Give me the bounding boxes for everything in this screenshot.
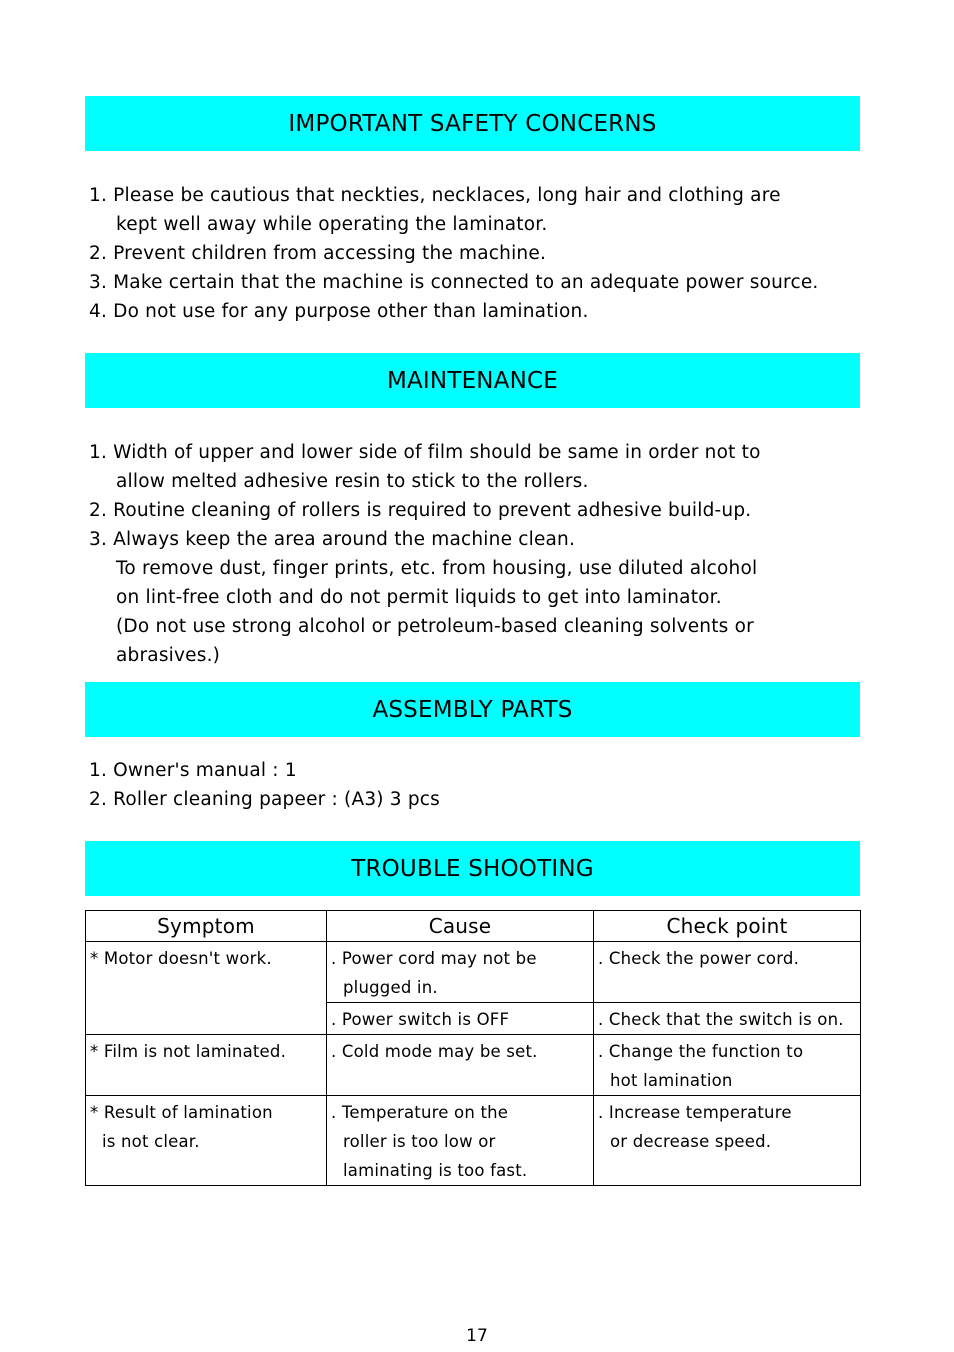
header-check-point: Check point [594,911,861,942]
check-cell: . Increase temperature or decrease speed. [594,1096,861,1186]
cause-cell: . Cold mode may be set. [327,1035,594,1096]
page-number: 17 [466,1326,488,1346]
list-item: 1. Width of upper and lower side of film should be same in order not to allow melted adhesive resin to stick to the rollers. [89,442,761,492]
list-item: 3. Always keep the area around the machine clean. To remove dust, finger prints, etc. from housing, use diluted alcohol on lint-free cloth and do not permit liquids to get into laminator. (Do not use strong alcohol or petroleum-based cleaning solvents or abrasives.) [89,529,758,666]
header-symptom: Symptom [86,911,327,942]
check-cell: . Check that the switch is on. [594,1003,861,1035]
table-header-row [86,911,861,942]
symptom-cell: * Result of lamination is not clear. [86,1096,327,1186]
trouble-table [85,910,861,1186]
list-item: 2. Prevent children from accessing the machine. [89,243,547,264]
check-cell: . Change the function to hot lamination [594,1035,861,1096]
assembly-heading: ASSEMBLY PARTS [85,682,860,737]
table-row [86,1035,861,1096]
list-item: 4. Do not use for any purpose other than lamination. [89,301,589,322]
cause-cell: . Temperature on the roller is too low or laminating is too fast. [327,1096,594,1186]
maintenance-list [89,438,761,670]
list-item: 2. Roller cleaning papeer : (A3) 3 pcs [89,789,440,810]
safety-list [89,181,818,326]
safety-heading: IMPORTANT SAFETY CONCERNS [85,96,860,151]
check-cell: . Check the power cord. [594,942,861,1003]
list-item: 1. Please be cautious that neckties, necklaces, long hair and clothing are kept well away while operating the laminator. [89,185,781,235]
list-item: 1. Owner's manual : 1 [89,760,297,781]
symptom-cell: * Motor doesn't work. [86,942,327,1035]
assembly-list [89,756,440,814]
maintenance-heading: MAINTENANCE [85,353,860,408]
table-row [86,1096,861,1186]
symptom-cell: * Film is not laminated. [86,1035,327,1096]
list-item: 2. Routine cleaning of rollers is required to prevent adhesive build-up. [89,500,752,521]
table-row [86,942,861,1003]
cause-cell: . Power cord may not be plugged in. [327,942,594,1003]
cause-cell: . Power switch is OFF [327,1003,594,1035]
list-item: 3. Make certain that the machine is connected to an adequate power source. [89,272,819,293]
header-cause: Cause [327,911,594,942]
trouble-heading: TROUBLE SHOOTING [85,841,860,896]
